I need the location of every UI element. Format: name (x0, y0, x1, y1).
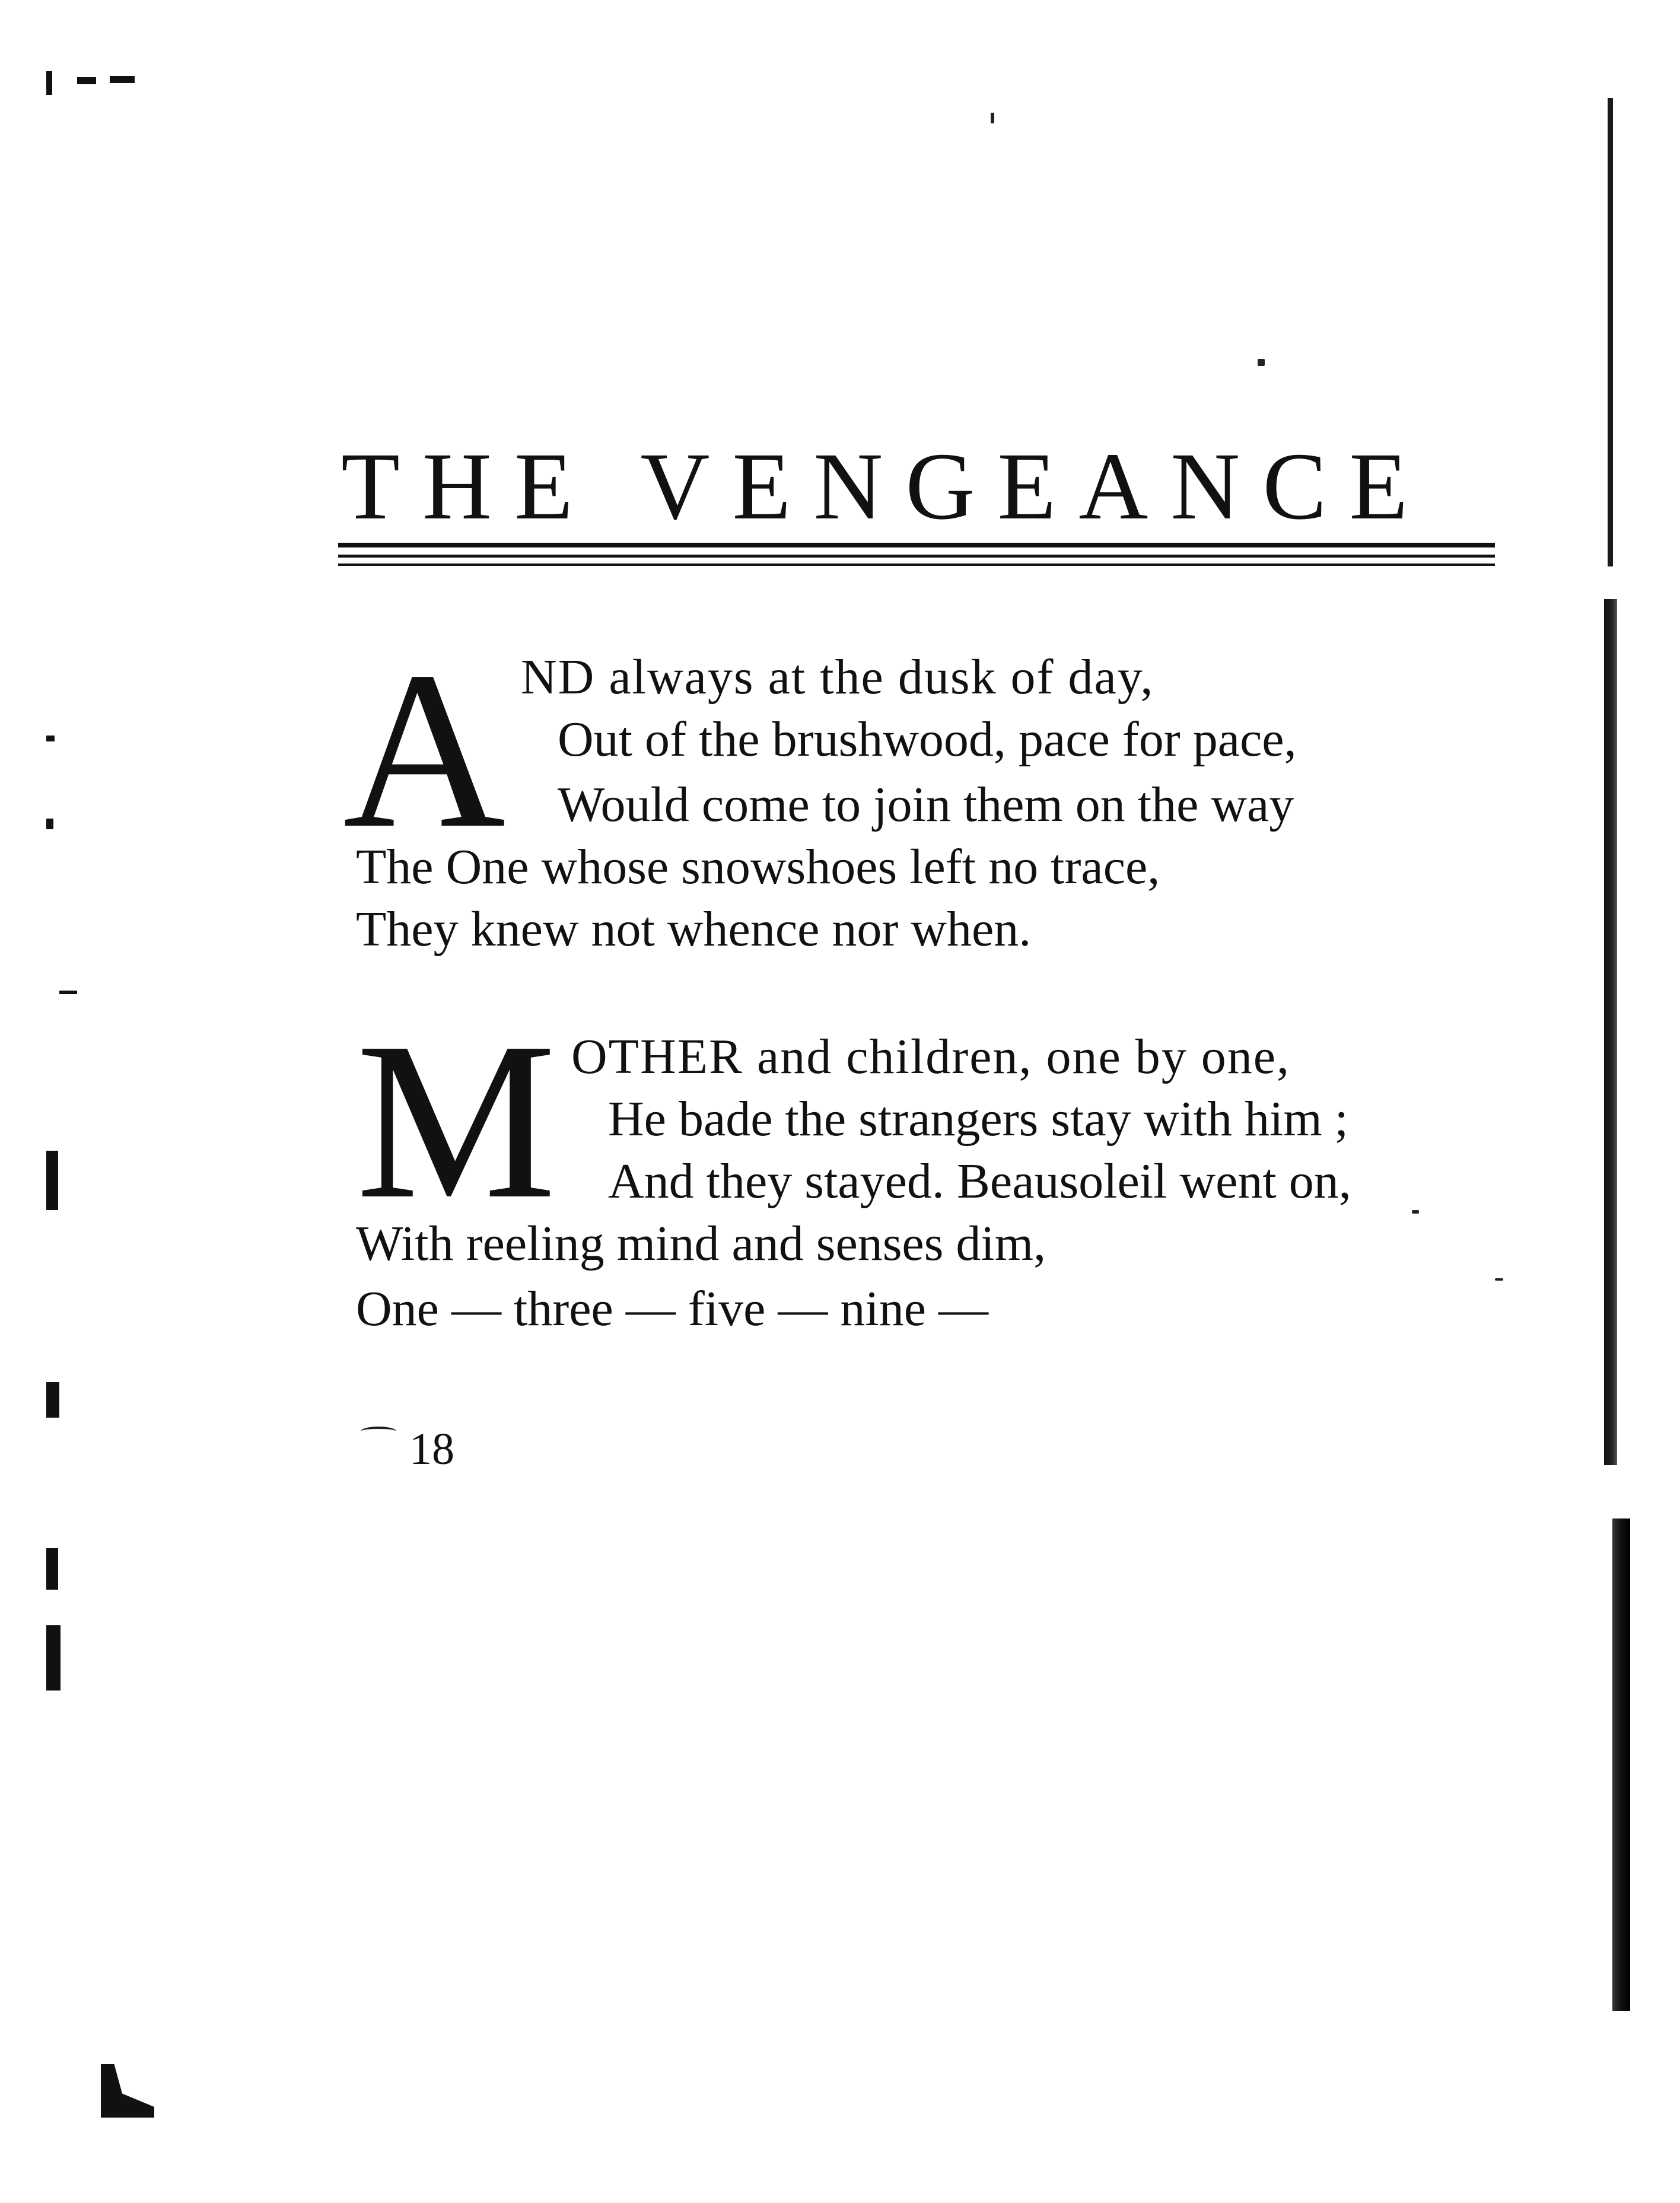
scan-speck (46, 1382, 59, 1418)
scan-speck (1412, 1210, 1419, 1214)
scan-speck (46, 1625, 61, 1691)
poem-line: With reeling mind and senses dim, (356, 1216, 1046, 1271)
scan-speck (46, 1548, 58, 1590)
scan-speck (77, 77, 96, 84)
poem-title: THE VENGEANCE (341, 434, 1431, 540)
scan-speck (59, 991, 77, 994)
poem-line: OTHER and children, one by one, (571, 1029, 1291, 1084)
poem-line: And they stayed. Beausoleil went on, (608, 1154, 1351, 1209)
binding-edge-shadow (1604, 599, 1617, 1465)
scan-speck (1495, 1278, 1503, 1281)
poem-line: ND always at the dusk of day, (521, 650, 1154, 705)
scan-speck (110, 76, 135, 83)
page-number-ornament (361, 1427, 396, 1436)
binding-edge-shadow (1608, 98, 1613, 566)
scan-speck (1258, 359, 1265, 366)
poem-line: Out of the brushwood, pace for pace, (558, 712, 1297, 767)
poem-line: Would come to join them on the way (558, 777, 1294, 832)
scan-corner-shadow (101, 2064, 154, 2118)
title-rule (338, 564, 1495, 566)
binding-edge-shadow (1612, 1518, 1630, 2011)
drop-cap: M (356, 996, 556, 1246)
poem-line: They knew not whence nor when. (356, 902, 1032, 957)
drop-cap: A (343, 625, 506, 875)
title-rule (338, 543, 1495, 547)
scan-speck (46, 819, 53, 829)
scan-speck (991, 113, 994, 123)
scan-speck (46, 1151, 58, 1210)
scan-speck (46, 736, 55, 741)
page-number: 18 (409, 1424, 454, 1474)
poem-line: The One whose snowshoes left no trace, (356, 839, 1160, 894)
poem-line: One — three — five — nine — (356, 1281, 989, 1336)
title-rule (338, 555, 1495, 558)
poem-line: He bade the strangers stay with him ; (608, 1091, 1349, 1147)
scan-speck (46, 71, 52, 95)
